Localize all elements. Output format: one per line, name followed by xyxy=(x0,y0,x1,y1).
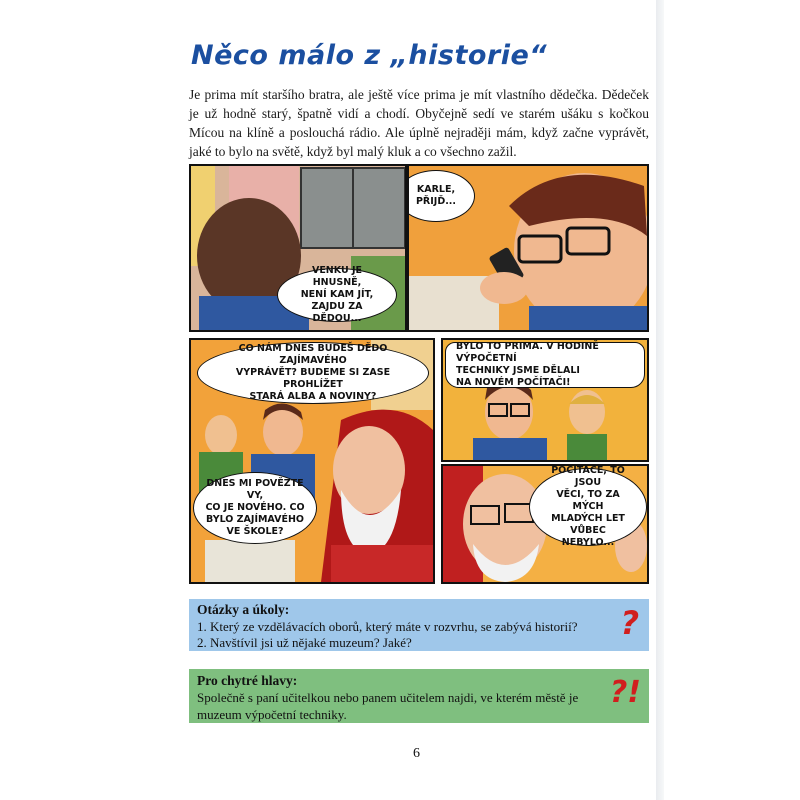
panel-1-speech-bubble: VENKU JE HNUSNĚ, NENÍ KAM JÍT, ZAJDU ZA DĚDOU... xyxy=(277,268,397,322)
panel-2-speech-bubble: KARLE, PŘIJĎ... xyxy=(407,170,475,222)
page-edge xyxy=(656,0,664,800)
comic-panel-5 xyxy=(441,464,649,584)
comic-panel-4 xyxy=(441,338,649,462)
smart-heads-text: Společně s paní učitelkou nebo panem učitelem najdi, ve kterém městě je muzeum výpočetní techniky. xyxy=(197,690,579,722)
smart-heads-box xyxy=(189,669,649,723)
page-title: Něco málo z „historie“ xyxy=(191,40,548,71)
smart-heads-title: Pro chytré hlavy: xyxy=(197,673,298,688)
question-mark-icon: ? xyxy=(620,604,639,642)
comic-panel-1 xyxy=(189,164,407,332)
questions-box xyxy=(189,599,649,651)
questions-title: Otázky a úkoly: xyxy=(197,602,290,617)
panel-3-speech-bubble-bottom: DNES MI POVĚZTE VY, CO JE NOVÉHO. CO BYLO ZAJÍMAVÉHO VE ŠKOLE? xyxy=(193,472,317,544)
comic-panel-3 xyxy=(189,338,435,584)
comic-panel-2 xyxy=(407,164,649,332)
question-item-2: 2. Navštívil jsi už nějaké muzeum? Jaké? xyxy=(197,635,412,650)
exclamation-question-icon: ?! xyxy=(609,675,641,710)
panel-3-speech-bubble-top: CO NÁM DNES BUDEŠ DĚDO ZAJÍMAVÉHO VYPRÁVĚT? BUDEME SI ZASE PROHLÍŽET STARÁ ALBA A NOVINY? xyxy=(197,342,429,404)
panel-4-speech-bubble: BYLO TO PRIMA. V HODINĚ VÝPOČETNÍ TECHNIKY JSME DĚLALI NA NOVÉM POČÍTAČI! xyxy=(445,342,645,388)
intro-paragraph: Je prima mít staršího bratra, ale ještě více prima je mít vlastního dědečka. Dědeček je už hodně starý, špatně vidí a chodí. Obyčejně sedí ve starém ušáku s kočkou Mícou na klíně a poslouchá rádio. Ale úplně nejraději mám, když začne vyprávět, jaké to bylo na světě, když byl malý kluk a co všechno zažil. xyxy=(189,87,649,159)
question-item-1: 1. Který ze vzdělávacích oborů, který máte v rozvrhu, se zabývá historií? xyxy=(197,619,578,634)
panel-5-speech-bubble: POČÍTAČE, JSOU VĚCI, TO ZA MÝCH MLADÝCH LET VŮBEC NEBYLO... xyxy=(529,468,647,546)
page-number: 6 xyxy=(413,746,420,761)
